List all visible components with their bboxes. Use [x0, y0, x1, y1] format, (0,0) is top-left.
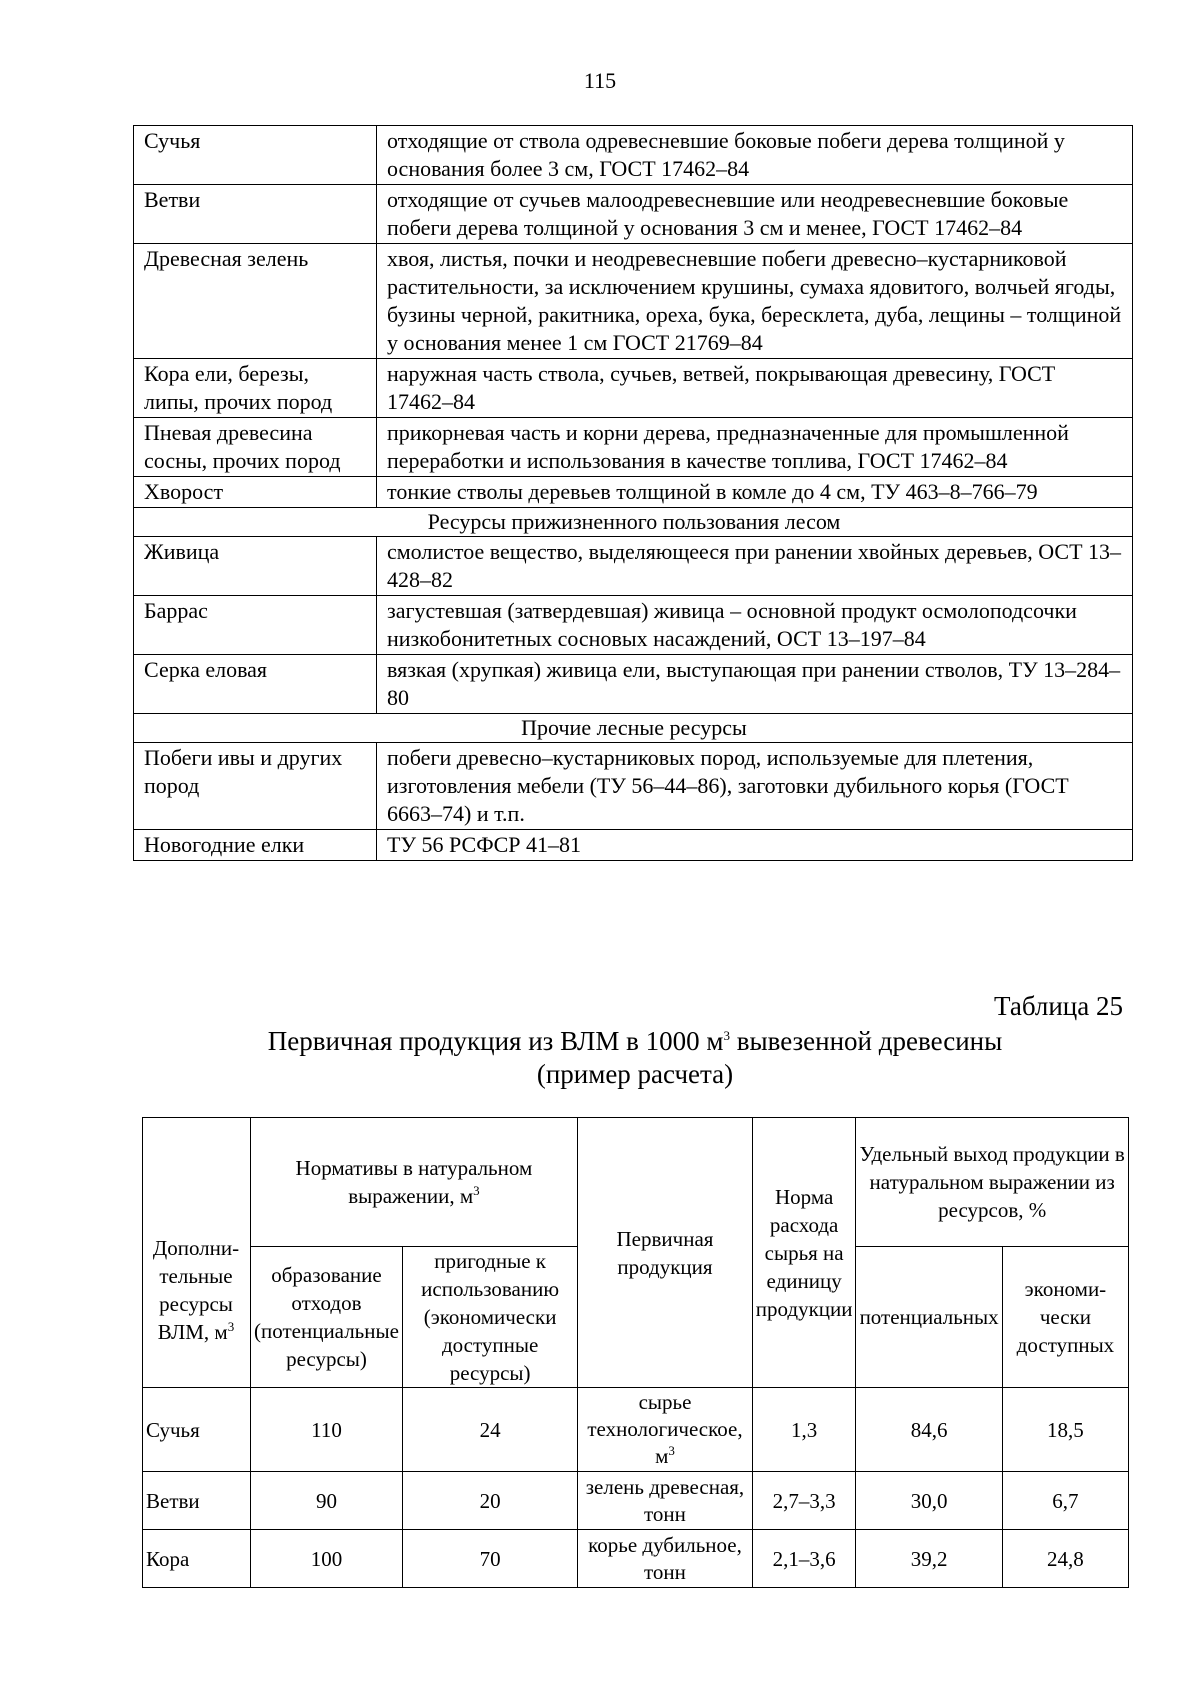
page-number: 115 [583, 68, 617, 93]
table-row [143, 1388, 1129, 1472]
cell-potential: 39,2 [856, 1530, 1003, 1588]
cell-resource: Кора [143, 1530, 251, 1588]
cell-potential: 30,0 [856, 1472, 1003, 1530]
forest-resources-table [133, 125, 1133, 861]
header-yield: Удельный выход продукции в натуральном выражении из ресурсов, % [856, 1118, 1129, 1247]
cell-economic: 24,8 [1002, 1530, 1128, 1588]
table-row [134, 418, 1133, 477]
table-title [0, 1025, 1200, 1091]
primary-products-table [142, 1117, 1129, 1588]
table-row [134, 596, 1133, 655]
cell-economic: 18,5 [1002, 1388, 1128, 1472]
resource-description: хвоя, листья, почки и неодревесневшие побеги древесно–кустарниковой растительности, за исключением крушины, сумаха ядовитого, волчьей ягоды, бузины черной, ракитника, ореха, бука, бересклета, дуба, лещины – толщиной у основания менее 1 см ГОСТ 21769–84 [377, 244, 1133, 359]
table-title-sup: 3 [723, 1028, 730, 1043]
resource-name: Живица [134, 537, 377, 596]
header-resource [143, 1118, 251, 1388]
section-row [134, 714, 1133, 743]
table-row [134, 477, 1133, 508]
table-row [134, 185, 1133, 244]
cell-economic: 6,7 [1002, 1472, 1128, 1530]
cell-waste: 90 [250, 1472, 402, 1530]
header-waste: образование отходов (потенциальные ресурсы) [250, 1247, 402, 1388]
resource-name: Ветви [134, 185, 377, 244]
resource-description: отходящие от ствола одревесневшие боковые побеги дерева толщиной у основания более 3 см, ГОСТ 17462–84 [377, 126, 1133, 185]
table-title-text-end: вывезенной древесины [729, 1026, 1003, 1056]
cell-product: сырье технологическое, $м^3$ [578, 1388, 753, 1472]
table-number: Таблица 25 [994, 991, 1123, 1021]
header-resource-label: Дополни-тельные ресурсы ВЛМ, $м^3$ [152, 1235, 240, 1344]
table-row [134, 126, 1133, 185]
section-title: Ресурсы прижизненного пользования лесом [134, 508, 1133, 537]
cell-resource: Ветви [143, 1472, 251, 1530]
table-row [134, 537, 1133, 596]
resource-name: Баррас [134, 596, 377, 655]
section-row [134, 508, 1133, 537]
table-subtitle: (пример расчета) [536, 1059, 734, 1089]
resource-description: тонкие стволы деревьев толщиной в комле до 4 см, ТУ 463–8–766–79 [377, 477, 1133, 508]
header-economic: экономи-чески доступных [1002, 1247, 1128, 1388]
resource-description: наружная часть ствола, сучьев, ветвей, покрывающая древесину, ГОСТ 17462–84 [377, 359, 1133, 418]
table-row [143, 1472, 1129, 1530]
resource-description: ТУ 56 РСФСР 41–81 [377, 830, 1133, 861]
resource-name: Новогодние елки [134, 830, 377, 861]
cell-waste: 110 [250, 1388, 402, 1472]
resource-name: Пневая древесина сосны, прочих пород [134, 418, 377, 477]
table-row [134, 359, 1133, 418]
cell-rate: 1,3 [752, 1388, 855, 1472]
cell-suitable: 70 [403, 1530, 578, 1588]
cell-suitable: 24 [403, 1388, 578, 1472]
table-row [134, 655, 1133, 714]
resource-description: отходящие от сучьев малоодревесневшие или неодревесневшие боковые побеги дерева толщиной у основания 3 см и менее, ГОСТ 17462–84 [377, 185, 1133, 244]
header-product: Первичная продукция [578, 1118, 753, 1388]
cell-product: зелень древесная, тонн [578, 1472, 753, 1530]
section-title: Прочие лесные ресурсы [134, 714, 1133, 743]
resource-name: Древесная зелень [134, 244, 377, 359]
resource-name: Побеги ивы и других пород [134, 743, 377, 830]
header-rate: Норма расхода сырья на единицу продукции [752, 1118, 855, 1388]
cell-waste: 100 [250, 1530, 402, 1588]
resource-name: Хворост [134, 477, 377, 508]
table-title-text: Первичная продукция из ВЛМ в 1000 м [267, 1026, 724, 1056]
cell-resource: Сучья [143, 1388, 251, 1472]
table-row [134, 743, 1133, 830]
resource-description: загустевшая (затвердевшая) живица – основной продукт осмолоподсочки низкобонитетных сосновых насаждений, ОСТ 13–197–84 [377, 596, 1133, 655]
table-row [143, 1530, 1129, 1588]
cell-rate: 2,1–3,6 [752, 1530, 855, 1588]
header-suitable: пригодные к использованию (экономически доступные ресурсы) [403, 1247, 578, 1388]
resource-description: смолистое вещество, выделяющееся при ранении хвойных деревьев, ОСТ 13–428–82 [377, 537, 1133, 596]
table-row [134, 244, 1133, 359]
cell-suitable: 20 [403, 1472, 578, 1530]
resource-name: Серка еловая [134, 655, 377, 714]
resource-name: Сучья [134, 126, 377, 185]
resource-name: Кора ели, березы, липы, прочих пород [134, 359, 377, 418]
resource-description: вязкая (хрупкая) живица ели, выступающая при ранении стволов, ТУ 13–284–80 [377, 655, 1133, 714]
table-row [134, 830, 1133, 861]
header-potential: потенциальных [856, 1247, 1003, 1388]
header-row-1 [143, 1118, 1129, 1247]
resource-description: прикорневая часть и корни дерева, предназначенные для промышленной переработки и использования в качестве топлива, ГОСТ 17462–84 [377, 418, 1133, 477]
cell-product: корье дубильное, тонн [578, 1530, 753, 1588]
cell-potential: 84,6 [856, 1388, 1003, 1472]
resource-description: побеги древесно–кустарниковых пород, используемые для плетения, изготовления мебели (ТУ 56–44–86), заготовки дубильного корья (ГОСТ 6663–74) и т.п. [377, 743, 1133, 830]
header-norms: Нормативы в натуральном выражении, $м^3$ [250, 1118, 577, 1247]
cell-rate: 2,7–3,3 [752, 1472, 855, 1530]
